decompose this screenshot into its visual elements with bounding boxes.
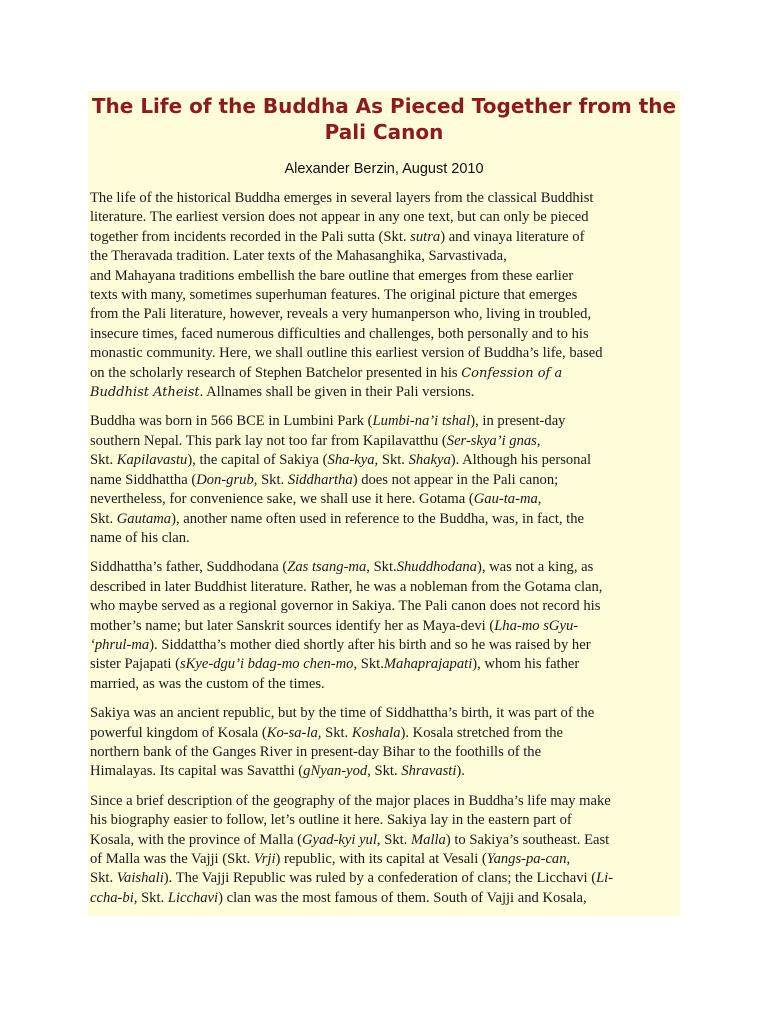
paragraph-line: together from incidents recorded in the Pali sutta (Skt. sutra) and vinaya literature of [90, 228, 585, 245]
paragraph-line: powerful kingdom of Kosala (Ko-sa-la, Skt. Koshala). Kosala stretched from the [90, 724, 564, 741]
paragraph [90, 558, 678, 694]
paragraph-line: ccha-bi, Skt. Licchavi) clan was the most famous of them. South of Vajji and Kosala, [90, 889, 587, 906]
paragraph-line: texts with many, sometimes superhuman features. The original picture that emerges [90, 287, 578, 304]
paragraph-line: Sakiya was an ancient republic, but by the time of Siddhattha’s birth, it was part of the [90, 705, 595, 722]
paragraph-line: insecure times, faced numerous difficulties and challenges, both personally and to his [90, 325, 589, 342]
paragraph [90, 704, 678, 782]
paragraph-line: Skt. Vaishali). The Vajji Republic was ruled by a confederation of clans; the Licchavi (Li- [90, 870, 614, 887]
paragraph-line: monastic community. Here, we shall outline this earliest version of Buddha’s life, based [90, 345, 603, 362]
paragraph-line: Buddha was born in 566 BCE in Lumbini Park (Lumbi-na’i tshal), in present-day [90, 413, 566, 430]
paragraph [90, 412, 678, 548]
paragraph-line: Buddhist Atheist. Allnames shall be given in their Pali versions. [90, 384, 475, 401]
paragraph-line: name Siddhattha (Don-grub, Skt. Siddhartha) does not appear in the Pali canon; [90, 471, 559, 488]
paragraph-line: literature. The earliest version does not appear in any one text, but can only be pieced [90, 209, 589, 226]
paragraph-line: ‘phrul-ma). Siddattha’s mother died shortly after his birth and so he was raised by her [90, 636, 591, 653]
paragraph-line: of Malla was the Vajji (Skt. Vrji) republic, with its capital at Vesali (Yangs-pa-can, [90, 851, 571, 867]
paragraph-line: and Mahayana traditions embellish the bare outline that emerges from these earlier [90, 267, 574, 284]
paragraph-line: described in later Buddhist literature. Rather, he was a nobleman from the Gotama clan, [90, 578, 603, 595]
paragraph-line: name of his clan. [90, 529, 190, 546]
paragraph-line: Since a brief description of the geography of the major places in Buddha’s life may make [90, 792, 611, 809]
document-page [88, 91, 680, 916]
paragraph-line: the Theravada tradition. Later texts of the Mahasanghika, Sarvastivada, [90, 248, 507, 265]
paragraph-line: Skt. Gautama), another name often used in reference to the Buddha, was, in fact, the [90, 510, 585, 527]
paragraph-line: Kosala, with the province of Malla (Gyad-kyi yul, Skt. Malla) to Sakiya’s southeast. East [90, 831, 610, 848]
paragraph [90, 189, 678, 402]
paragraph-line: nevertheless, for convenience sake, we shall use it here. Gotama (Gau-ta-ma, [90, 491, 542, 508]
paragraph-line: sister Pajapati (sKye-dgu’i bdag-mo chen-mo, Skt.Mahaprajapati), whom his father [90, 656, 580, 673]
paragraph-line: Skt. Kapilavastu), the capital of Sakiya (Sha-kya, Skt. Shakya). Although his personal [90, 452, 592, 469]
paragraph [90, 792, 678, 908]
paragraph-line: from the Pali literature, however, reveals a very humanperson who, living in troubled, [90, 306, 592, 323]
paragraph-line: married, as was the custom of the times. [90, 675, 325, 692]
author-byline: Alexander Berzin, August 2010 [284, 161, 484, 177]
paragraph-line: southern Nepal. This park lay not too far from Kapilavatthu (Ser-skya’i gnas, [90, 432, 541, 449]
paragraph-line: northern bank of the Ganges River in present-day Bihar to the foothills of the [90, 743, 542, 760]
paragraph-line: Siddhattha’s father, Suddhodana (Zas tsang-ma, Skt.Shuddhodana), was not a king, as [90, 559, 594, 576]
paragraph-line: The life of the historical Buddha emerges in several layers from the classical Buddhist [90, 190, 594, 206]
paragraph-line: who maybe served as a regional governor in Sakiya. The Pali canon does not record his [90, 598, 601, 615]
paragraph-line: his biography easier to follow, let’s outline it here. Sakiya lay in the eastern part of [90, 812, 572, 829]
paragraph-line: mother’s name; but later Sanskrit sources identify her as Maya-devi (Lha-mo sGyu- [90, 617, 579, 634]
paragraph-line: Himalayas. Its capital was Savatthi (gNyan-yod, Skt. Shravasti). [90, 763, 465, 780]
document-title: The Life of the Buddha As Pieced Together from the Pali Canon [91, 94, 677, 144]
paragraph-line: on the scholarly research of Stephen Batchelor presented in his Confession of a [90, 364, 563, 381]
document-body [90, 189, 678, 908]
